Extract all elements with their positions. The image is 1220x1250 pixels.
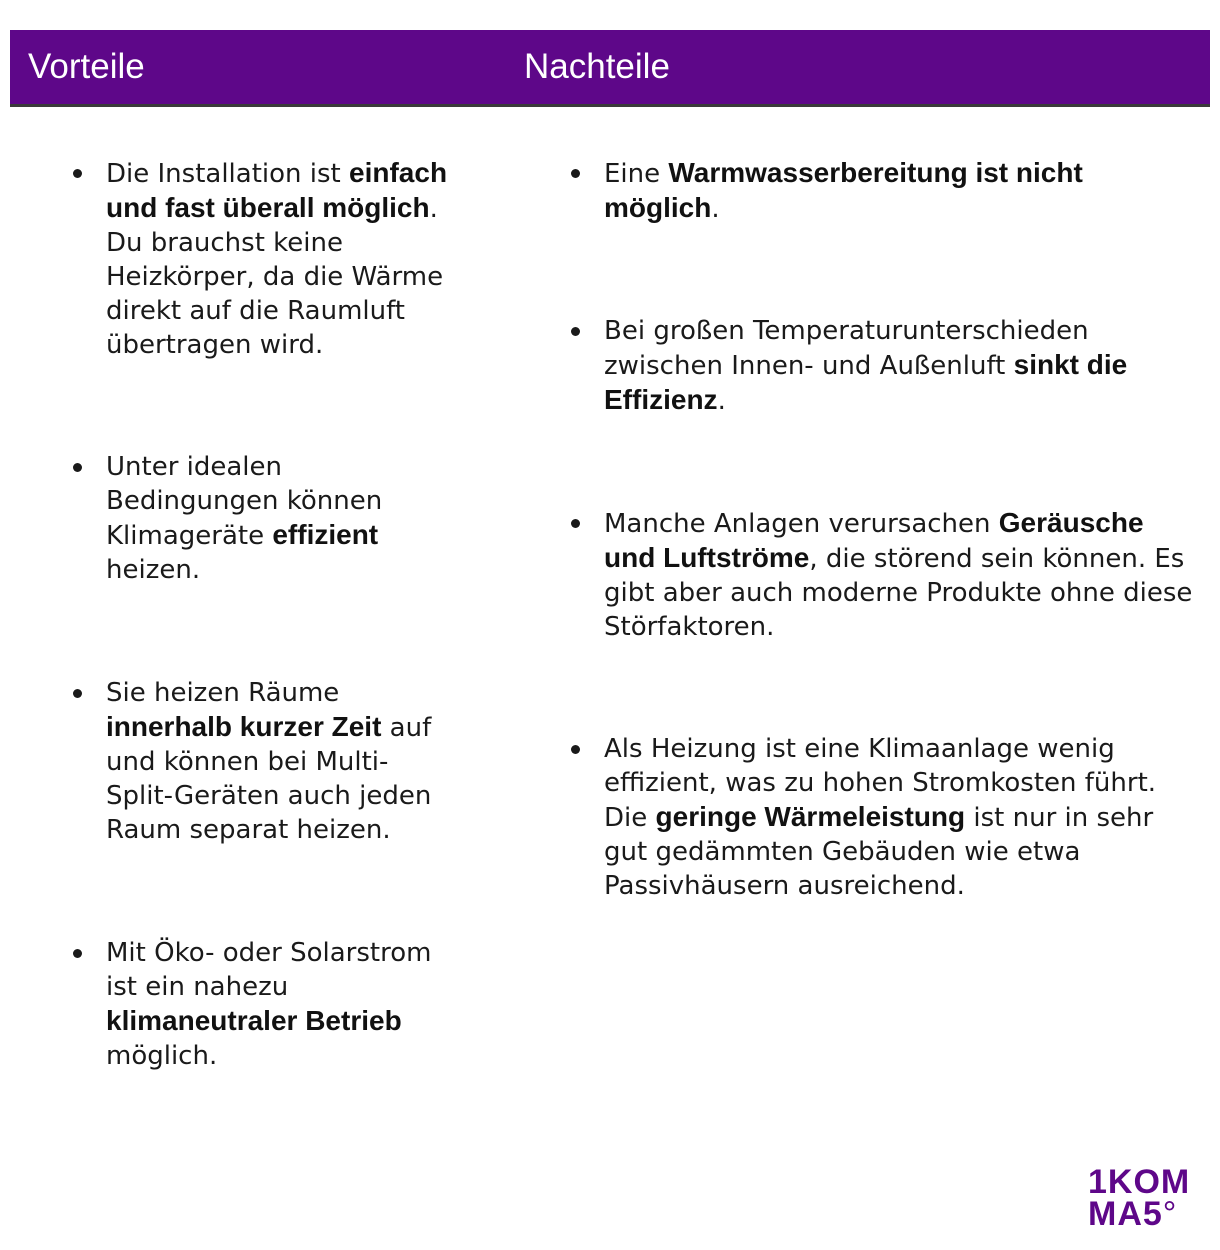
cons-item-emphasis: geringe Wärmeleistung bbox=[655, 801, 966, 832]
pros-item-text: Die Installation ist bbox=[106, 159, 350, 189]
table-header bbox=[10, 30, 1210, 107]
cons-column-title: Nachteile bbox=[524, 47, 670, 86]
cons-list-item bbox=[568, 506, 1194, 644]
pros-item-text: Mit Öko- oder Solarstrom ist ein nahezu bbox=[106, 938, 432, 1002]
pros-list-item bbox=[70, 676, 456, 847]
brand-logo bbox=[1088, 1163, 1208, 1233]
brand-logo-line-1: 1KOM bbox=[1088, 1163, 1191, 1201]
pros-list-item bbox=[70, 936, 456, 1073]
cons-item-emphasis: sinkt die Effizienz bbox=[604, 349, 1128, 415]
cons-list-item bbox=[568, 314, 1194, 418]
cons-item-emphasis: Warmwasserbereitung ist nicht möglich bbox=[604, 157, 1083, 223]
brand-logo-line-2-text: MA5 bbox=[1088, 1195, 1163, 1233]
pros-item-text: heizen. bbox=[106, 555, 201, 585]
cons-list-item bbox=[568, 156, 1194, 226]
cons-item-text: ist nur in sehr gut gedämmten Gebäuden wie etwa Passivhäusern ausreichend. bbox=[604, 803, 1154, 901]
cons-item-text: , die störend sein können. Es gibt aber auch moderne Produkte ohne diese Störfaktoren. bbox=[604, 544, 1193, 642]
pros-item-emphasis: innerhalb kurzer Zeit bbox=[106, 711, 382, 742]
pros-list-item bbox=[70, 450, 456, 587]
cons-item-text: Eine bbox=[604, 159, 669, 189]
pros-item-text: möglich. bbox=[106, 1041, 218, 1071]
cons-item-emphasis: Geräusche und Luftströme bbox=[604, 507, 1144, 573]
pros-item-emphasis: einfach und fast überall möglich bbox=[106, 157, 448, 223]
pros-item-text: Unter idealen Bedingungen können Klimageräte bbox=[106, 452, 383, 551]
cons-item-text: Als Heizung ist eine Klimaanlage wenig effizient, was zu hohen Stromkosten führt. Die bbox=[604, 734, 1157, 833]
pros-list-item bbox=[70, 156, 456, 362]
pros-column-title: Vorteile bbox=[28, 47, 145, 86]
pros-item-text: Sie heizen Räume bbox=[106, 678, 340, 708]
pros-item-emphasis: klimaneutraler Betrieb bbox=[106, 1005, 402, 1036]
cons-item-text: . bbox=[717, 386, 726, 416]
cons-item-text: Bei großen Temperaturunterschieden zwischen Innen- und Außenluft bbox=[604, 316, 1089, 381]
brand-logo-degree: ° bbox=[1162, 1195, 1178, 1233]
cons-list-item bbox=[568, 732, 1194, 903]
brand-logo-line-2 bbox=[1088, 1195, 1208, 1233]
cons-item-text: Manche Anlagen verursachen bbox=[604, 509, 999, 539]
pros-item-text: . Du brauchst keine Heizkörper, da die Wärme direkt auf die Raumluft übertragen wird. bbox=[106, 194, 444, 360]
pros-item-emphasis: effizient bbox=[272, 519, 379, 550]
cons-item-text: . bbox=[711, 194, 720, 224]
pros-item-text: auf und können bei Multi-Split-Geräten auch jeden Raum separat heizen. bbox=[106, 713, 432, 845]
